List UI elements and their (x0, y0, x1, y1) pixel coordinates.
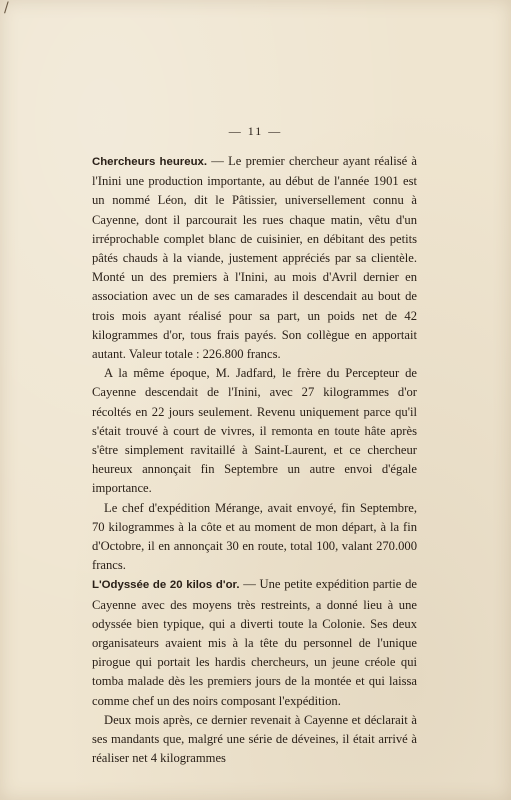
paragraph-deux-mois (92, 711, 417, 769)
paragraph-text: — Une petite expédition partie de Cayenne avec des moyens très restreints, a donné lieu à une odyssée bien typique, qui a diverti toute la Colonie. Ses deux organisateurs avaient mis à la tête du personnel de l'unique pirogue qui portait les hardis chercheurs, un jeune créole qui tomba malade dès les premiers jours de la montée et qui laissa comme chef un des noirs composant l'expédition. (92, 577, 417, 708)
paragraph-odyssee (92, 575, 417, 710)
page-number: — 11 — (228, 124, 283, 138)
paragraph-merange (92, 499, 417, 576)
paragraph-text: Deux mois après, ce dernier revenait à Cayenne et déclarait à ses mandants que, malgré une série de déveines, il était arrivé à réaliser net 4 kilogrammes (92, 712, 417, 766)
paragraph-jadfard (92, 364, 417, 498)
corner-mark: / (4, 0, 9, 16)
paragraph-text: A la même époque, M. Jadfard, le frère du Percepteur de Cayenne descendait de l'Inini, avec 27 kilogrammes d'or récoltés en 22 jours seulement. Revenu uniquement parce qu'il s'était trouvé à court de vivres, il remonta en toute hâte après s'être simplement ravitaillé à Saint-Laurent, et ce chercheur heureux annonçait fin Septembre un autre envoi d'égale importance. (92, 366, 417, 496)
paragraph-chercheurs-heureux (92, 152, 417, 364)
run-in-heading: L'Odyssée de 20 kilos d'or. (92, 579, 240, 592)
paragraph-text: — Le premier chercheur ayant réalisé à l'Inini une production importante, au début de l'année 1901 est un nommé Léon, dit le Pâtissier, universellement connu à Cayenne, dont il parcourait les rues chaque matin, vêtu d'un irréprochable complet blanc de cuisinier, en débitant des petits pâtés chauds à la viande, justement appréciés par sa clientèle. Monté un des premiers à l'Inini, au mois d'Avril dernier en association avec un de ses camarades il descendait au bout de trois mois ayant réalisé pour sa part, un poids net de 42 kilogrammes d'or, tous frais payés. Son collègue en apportait autant. Valeur totale : 226.800 francs. (92, 154, 417, 362)
paragraph-text: Le chef d'expédition Mérange, avait envoyé, fin Septembre, 70 kilogrammes à la côte et au moment de mon départ, à la fin d'Octobre, il en annonçait 30 en route, total 100, valant 270.000 francs. (92, 500, 417, 573)
body-text (92, 152, 417, 769)
run-in-heading: Chercheurs heureux. (92, 156, 208, 168)
